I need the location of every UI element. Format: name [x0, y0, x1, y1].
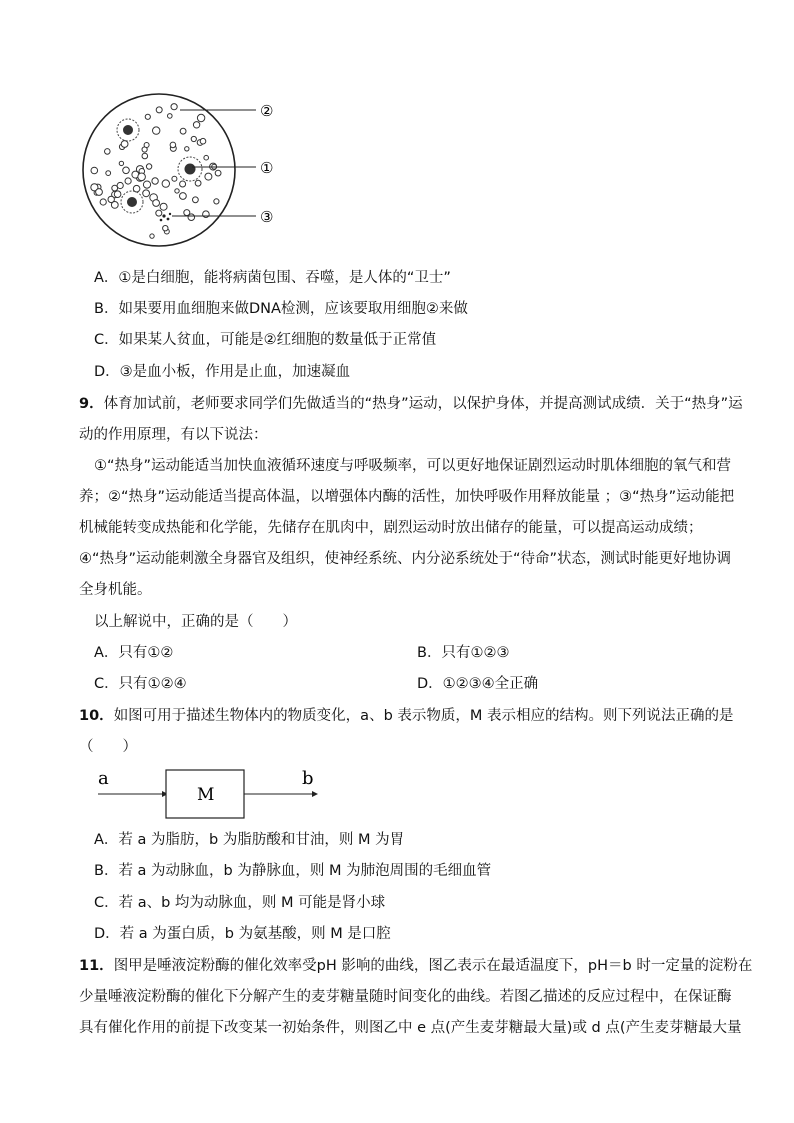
red-blood-cell — [153, 200, 160, 207]
label-1: ① — [260, 159, 274, 177]
red-blood-cell — [162, 180, 169, 187]
red-blood-cell — [180, 128, 186, 134]
red-blood-cell — [191, 136, 196, 141]
q9-option-a: A．只有①② — [94, 645, 174, 661]
q10-number: 10． — [79, 708, 114, 724]
red-blood-cell — [168, 114, 173, 119]
red-blood-cell — [170, 142, 176, 148]
q10-option-b: B．若 a 为动脉血，b 为静脉血，则 M 为肺泡周围的毛细血管 — [94, 863, 492, 879]
red-blood-cell — [188, 214, 195, 221]
q8-option-b: B．如果要用血细胞来做DNA检测，应该要取用细胞②来做 — [94, 301, 468, 317]
red-blood-cell — [119, 161, 123, 165]
label-3: ③ — [260, 208, 274, 226]
red-blood-cell — [156, 107, 162, 113]
red-blood-cell — [204, 155, 209, 160]
red-blood-cell — [215, 170, 221, 176]
red-blood-cell — [200, 138, 206, 144]
red-blood-cell — [205, 173, 212, 180]
red-blood-cell — [163, 226, 168, 231]
red-blood-cell — [180, 181, 186, 187]
q11-line-2: 少量唾液淀粉酶的催化下分解产生的麦芽糖量随时间变化的曲线。若图乙描述的反应过程中，在保证酶 — [79, 989, 732, 1005]
q10-paren: （ ） — [79, 739, 137, 755]
q9-body-line-4: ④“热身”运动能刺激全身器官及组织，使神经系统、内分泌系统处于“待命”状态，测试时能更好地协调 — [79, 551, 732, 567]
red-blood-cell — [193, 122, 199, 128]
red-blood-cell — [144, 143, 149, 148]
q9-stem-line-2: 动的作用原理，有以下说法： — [79, 427, 268, 443]
red-blood-cell — [214, 199, 219, 204]
red-blood-cell — [142, 153, 148, 159]
diagram-output-b: b — [302, 768, 314, 789]
label-2: ② — [260, 102, 274, 120]
red-blood-cell — [180, 193, 187, 200]
q9-body-line-1: ①“热身”运动能适当加快血液循环速度与呼吸频率，可以更好地保证剧烈运动时肌体细胞的氧气和营 — [94, 458, 732, 474]
q8-option-a: A．①是白细胞，能将病菌包围、吞噬，是人体的“卫士” — [94, 270, 451, 286]
red-blood-cell — [105, 149, 111, 155]
red-blood-cell — [91, 167, 98, 174]
red-blood-cell — [121, 141, 128, 148]
red-blood-cell — [175, 189, 179, 193]
q8-option-d: D．③是血小板，作用是止血，加速凝血 — [94, 364, 351, 380]
q8-option-c: C．如果某人贫血，可能是②红细胞的数量低于正常值 — [94, 332, 437, 348]
red-blood-cell — [193, 197, 199, 203]
red-blood-cell — [156, 210, 162, 216]
red-blood-cell — [185, 147, 189, 151]
flow-diagram — [90, 762, 330, 822]
q9-number: 9． — [79, 396, 104, 412]
q11-number: 11． — [79, 958, 114, 974]
red-blood-cell — [152, 178, 158, 184]
blood-smear-figure — [80, 92, 280, 252]
diagram-box-m: M — [197, 785, 215, 805]
red-blood-cell — [171, 104, 177, 110]
q11-line-3: 具有催化作用的前提下改变某一初始条件，则图乙中 e 点(产生麦芽糖最大量)或 d 点(产生麦芽糖最大量 — [79, 1020, 742, 1036]
red-blood-cell — [145, 114, 150, 119]
red-blood-cell — [100, 199, 106, 205]
q9-stem-line-1: 9．体育加试前，老师要求同学们先做适当的“热身”运动，以保护身体，并提高测试成绩．关于“热身”运 — [79, 396, 743, 412]
q9-body-line-3: 机械能转变成热能和化学能，先储存在肌肉中，剧烈运动时放出储存的能量，可以提高运动成绩； — [79, 520, 703, 536]
red-blood-cell — [160, 203, 167, 210]
red-blood-cell — [143, 190, 150, 197]
diagram-input-a: a — [98, 768, 109, 789]
q9-body-line-5: 全身机能。 — [79, 582, 152, 598]
q9-question: 以上解说中，正确的是（ ） — [94, 614, 297, 630]
q9-option-b: B．只有①②③ — [417, 645, 510, 661]
q11-line-1: 11．图甲是唾液淀粉酶的催化效率受pH 影响的曲线，图乙表示在最适温度下，pH＝b 时一定量的淀粉在 — [79, 958, 753, 974]
red-blood-cell — [150, 234, 154, 238]
q9-body-line-2: 养；②“热身”运动能适当提高体温，以增强体内酶的活性，加快呼吸作用释放能量 ；③“热身”运动能把 — [79, 489, 735, 505]
red-blood-cell — [153, 127, 160, 134]
red-blood-cell — [125, 178, 131, 184]
red-blood-cell — [197, 114, 204, 121]
q9-option-c: C．只有①②④ — [94, 676, 187, 692]
q10-option-a: A．若 a 为脂肪，b 为脂肪酸和甘油，则 M 为胃 — [94, 832, 405, 848]
red-blood-cell — [106, 171, 111, 176]
q10-option-c: C．若 a、b 均为动脉血，则 M 可能是肾小球 — [94, 895, 386, 911]
q10-stem: 10．如图可用于描述生物体内的物质变化，a、b 表示物质，M 表示相应的结构。则下列说法正确的是 — [79, 708, 734, 724]
red-blood-cell — [111, 202, 118, 209]
red-blood-cell — [203, 211, 210, 218]
q9-option-d: D．①②③④全正确 — [417, 676, 539, 692]
q10-option-d: D．若 a 为蛋白质，b 为氨基酸，则 M 是口腔 — [94, 926, 391, 942]
red-blood-cell — [143, 181, 150, 188]
red-blood-cell — [114, 191, 121, 198]
red-blood-cell — [138, 173, 146, 181]
red-blood-cell — [117, 182, 123, 188]
red-blood-cell — [96, 189, 103, 196]
red-blood-cell — [123, 167, 130, 174]
red-blood-cell — [146, 164, 151, 169]
red-blood-cell — [195, 180, 201, 186]
red-blood-cell — [172, 176, 177, 181]
